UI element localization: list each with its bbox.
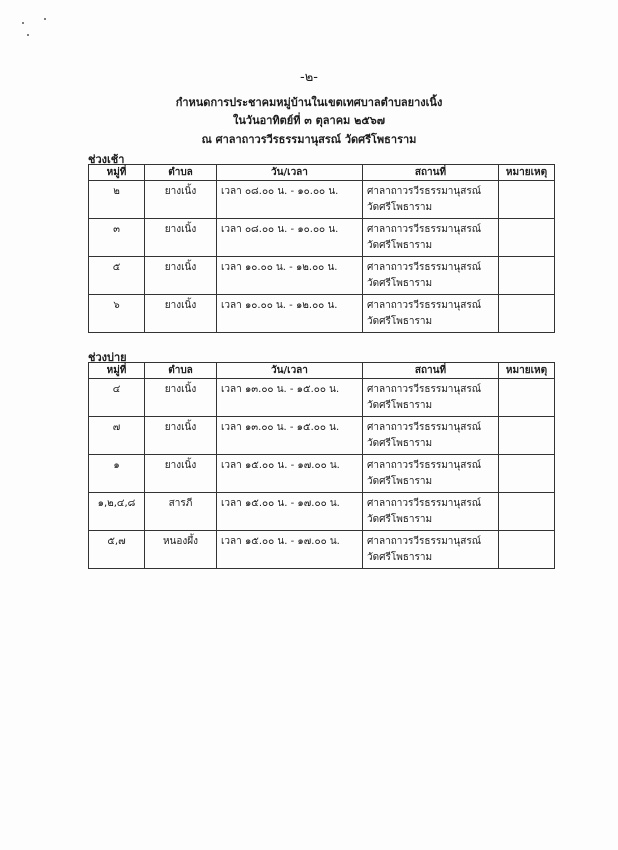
note-cell bbox=[499, 455, 555, 493]
table-row bbox=[89, 257, 555, 295]
document-date: ในวันอาทิตย์ที่ ๓ ตุลาคม ๒๕๖๗ bbox=[233, 114, 385, 127]
afternoon-section-label: ช่วงบ่าย bbox=[88, 351, 127, 364]
subdistrict-cell: หนองผึ้ง bbox=[145, 531, 217, 569]
col-header-note: หมายเหตุ bbox=[499, 165, 555, 181]
time-cell: เวลา ๑๕.๐๐ น. - ๑๗.๐๐ น. bbox=[217, 455, 363, 493]
village-cell: ๕ bbox=[89, 257, 145, 295]
subdistrict-cell: ยางเนิ้ง bbox=[145, 257, 217, 295]
note-cell bbox=[499, 417, 555, 455]
time-cell: เวลา ๑๐.๐๐ น. - ๑๒.๐๐ น. bbox=[217, 257, 363, 295]
place-cell bbox=[363, 257, 499, 295]
col-header-place: สถานที่ bbox=[363, 165, 499, 181]
table-header-row bbox=[89, 165, 555, 181]
scan-speck bbox=[44, 18, 46, 20]
morning-section-label: ช่วงเช้า bbox=[88, 153, 125, 166]
document-title: กำหนดการประชาคมหมู่บ้านในเขตเทศบาลตำบลยางเนิ้ง bbox=[175, 96, 443, 109]
subdistrict-cell: ยางเนิ้ง bbox=[145, 181, 217, 219]
place-hall: ศาลาถาวรวีรธรรมานุสรณ์ bbox=[367, 262, 481, 273]
note-cell bbox=[499, 295, 555, 333]
village-cell: ๗ bbox=[89, 417, 145, 455]
time-cell: เวลา ๑๓.๐๐ น. - ๑๕.๐๐ น. bbox=[217, 417, 363, 455]
village-cell: ๑,๒,๔,๘ bbox=[89, 493, 145, 531]
village-cell: ๖ bbox=[89, 295, 145, 333]
table-row bbox=[89, 219, 555, 257]
subdistrict-cell: สารภี bbox=[145, 493, 217, 531]
place-hall: ศาลาถาวรวีรธรรมานุสรณ์ bbox=[367, 186, 481, 197]
table-row bbox=[89, 379, 555, 417]
note-cell bbox=[499, 181, 555, 219]
place-temple: วัดศรีโพธาราม bbox=[367, 552, 433, 563]
scan-speck bbox=[27, 34, 29, 36]
table-row bbox=[89, 493, 555, 531]
table-row bbox=[89, 295, 555, 333]
morning-schedule-table bbox=[88, 164, 555, 333]
page-number: -๒- bbox=[300, 70, 318, 85]
place-cell bbox=[363, 379, 499, 417]
village-cell: ๔ bbox=[89, 379, 145, 417]
place-temple: วัดศรีโพธาราม bbox=[367, 438, 433, 449]
place-temple: วัดศรีโพธาราม bbox=[367, 400, 433, 411]
time-cell: เวลา ๐๘.๐๐ น. - ๑๐.๐๐ น. bbox=[217, 219, 363, 257]
place-hall: ศาลาถาวรวีรธรรมานุสรณ์ bbox=[367, 384, 481, 395]
table-row bbox=[89, 455, 555, 493]
scan-speck bbox=[22, 22, 24, 24]
place-cell bbox=[363, 417, 499, 455]
note-cell bbox=[499, 257, 555, 295]
village-cell: ๕,๗ bbox=[89, 531, 145, 569]
col-header-time: วัน/เวลา bbox=[217, 165, 363, 181]
village-cell: ๑ bbox=[89, 455, 145, 493]
place-cell bbox=[363, 181, 499, 219]
time-cell: เวลา ๑๕.๐๐ น. - ๑๗.๐๐ น. bbox=[217, 493, 363, 531]
place-temple: วัดศรีโพธาราม bbox=[367, 278, 433, 289]
time-cell: เวลา ๑๕.๐๐ น. - ๑๗.๐๐ น. bbox=[217, 531, 363, 569]
subdistrict-cell: ยางเนิ้ง bbox=[145, 455, 217, 493]
col-header-subdistrict: ตำบล bbox=[145, 165, 217, 181]
place-temple: วัดศรีโพธาราม bbox=[367, 240, 433, 251]
col-header-village: หมู่ที่ bbox=[89, 165, 145, 181]
place-cell bbox=[363, 493, 499, 531]
note-cell bbox=[499, 493, 555, 531]
afternoon-schedule-table bbox=[88, 362, 555, 569]
col-header-note: หมายเหตุ bbox=[499, 363, 555, 379]
col-header-place: สถานที่ bbox=[363, 363, 499, 379]
note-cell bbox=[499, 531, 555, 569]
place-temple: วัดศรีโพธาราม bbox=[367, 476, 433, 487]
place-temple: วัดศรีโพธาราม bbox=[367, 316, 433, 327]
village-cell: ๒ bbox=[89, 181, 145, 219]
note-cell bbox=[499, 219, 555, 257]
subdistrict-cell: ยางเนิ้ง bbox=[145, 417, 217, 455]
place-hall: ศาลาถาวรวีรธรรมานุสรณ์ bbox=[367, 460, 481, 471]
subdistrict-cell: ยางเนิ้ง bbox=[145, 295, 217, 333]
place-cell bbox=[363, 455, 499, 493]
col-header-subdistrict: ตำบล bbox=[145, 363, 217, 379]
document-venue: ณ ศาลาถาวรวีรธรรมานุสรณ์ วัดศรีโพธาราม bbox=[201, 133, 417, 146]
place-hall: ศาลาถาวรวีรธรรมานุสรณ์ bbox=[367, 422, 481, 433]
note-cell bbox=[499, 379, 555, 417]
table-row bbox=[89, 531, 555, 569]
time-cell: เวลา ๑๐.๐๐ น. - ๑๒.๐๐ น. bbox=[217, 295, 363, 333]
place-temple: วัดศรีโพธาราม bbox=[367, 202, 433, 213]
subdistrict-cell: ยางเนิ้ง bbox=[145, 379, 217, 417]
time-cell: เวลา ๑๓.๐๐ น. - ๑๕.๐๐ น. bbox=[217, 379, 363, 417]
place-cell bbox=[363, 219, 499, 257]
place-hall: ศาลาถาวรวีรธรรมานุสรณ์ bbox=[367, 300, 481, 311]
table-row bbox=[89, 417, 555, 455]
time-cell: เวลา ๐๘.๐๐ น. - ๑๐.๐๐ น. bbox=[217, 181, 363, 219]
table-row bbox=[89, 181, 555, 219]
place-hall: ศาลาถาวรวีรธรรมานุสรณ์ bbox=[367, 498, 481, 509]
place-cell bbox=[363, 295, 499, 333]
village-cell: ๓ bbox=[89, 219, 145, 257]
subdistrict-cell: ยางเนิ้ง bbox=[145, 219, 217, 257]
table-header-row bbox=[89, 363, 555, 379]
col-header-time: วัน/เวลา bbox=[217, 363, 363, 379]
place-hall: ศาลาถาวรวีรธรรมานุสรณ์ bbox=[367, 536, 481, 547]
place-cell bbox=[363, 531, 499, 569]
place-hall: ศาลาถาวรวีรธรรมานุสรณ์ bbox=[367, 224, 481, 235]
place-temple: วัดศรีโพธาราม bbox=[367, 514, 433, 525]
col-header-village: หมู่ที่ bbox=[89, 363, 145, 379]
